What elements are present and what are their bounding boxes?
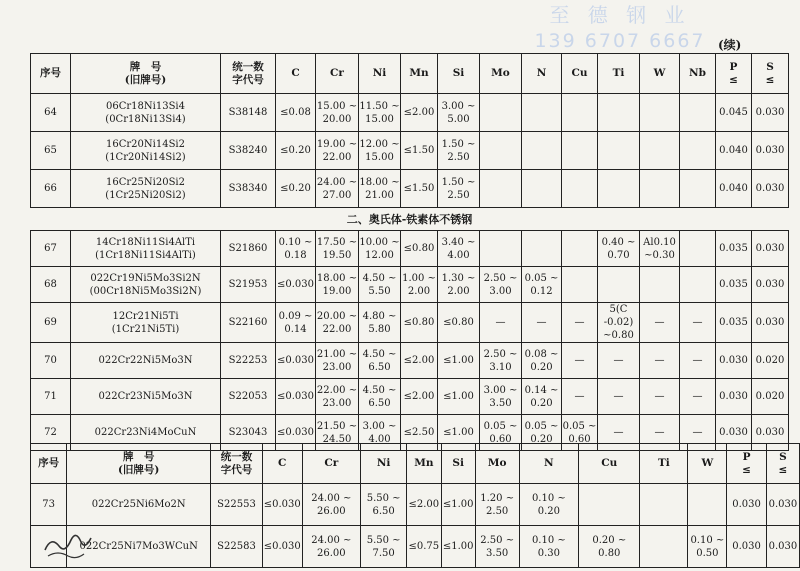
rows-group-c bbox=[31, 484, 800, 568]
cell-mo: 2.50 ~ 3.50 bbox=[475, 526, 519, 568]
continued-label: (续) bbox=[718, 38, 742, 52]
cell-no: 72 bbox=[31, 415, 71, 451]
table-row bbox=[31, 379, 789, 415]
cell-mn: ≤1.50 bbox=[401, 132, 438, 170]
cell-si: 1.30 ~ 2.00 bbox=[438, 267, 480, 303]
header-code: 统一数 字代号 bbox=[211, 444, 263, 484]
cell-cu: — bbox=[562, 343, 598, 379]
header-row bbox=[31, 54, 789, 94]
table-row bbox=[31, 94, 789, 132]
cell-code: S38148 bbox=[221, 94, 276, 132]
rows-group-a bbox=[31, 94, 789, 208]
table-row bbox=[31, 132, 789, 170]
header-n: N bbox=[522, 54, 562, 94]
cell-ni: 10.00 ~ 12.00 bbox=[359, 231, 401, 267]
cell-mo bbox=[480, 231, 522, 267]
cell-si: 3.00 ~ 5.00 bbox=[438, 94, 480, 132]
cell-si: ≤1.00 bbox=[438, 415, 480, 451]
cell-code: S22253 bbox=[221, 343, 276, 379]
cell-mn: ≤0.80 bbox=[401, 303, 438, 343]
cell-cr: 22.00 ~ 23.00 bbox=[316, 379, 359, 415]
cell-ti bbox=[598, 94, 640, 132]
cell-nb bbox=[680, 94, 716, 132]
cell-ni: 11.50 ~ 15.00 bbox=[359, 94, 401, 132]
cell-s: 0.030 bbox=[752, 132, 789, 170]
cell-s: 0.030 bbox=[766, 484, 799, 526]
header-no: 序号 bbox=[31, 54, 71, 94]
cell-grade: 022Cr19Ni5Mo3Si2N (00Cr18Ni5Mo3Si2N) bbox=[71, 267, 221, 303]
cell-w bbox=[640, 132, 680, 170]
rows-group-b bbox=[31, 231, 789, 451]
cell-no: 68 bbox=[31, 267, 71, 303]
header-p: P ≤ bbox=[716, 54, 752, 94]
cell-mn: ≤0.80 bbox=[401, 231, 438, 267]
cell-ti: — bbox=[598, 343, 640, 379]
cell-code: S23043 bbox=[221, 415, 276, 451]
cell-cr: 21.50 ~ 24.50 bbox=[316, 415, 359, 451]
cell-nb bbox=[680, 170, 716, 208]
cell-mn: ≤2.00 bbox=[401, 94, 438, 132]
cell-s: 0.020 bbox=[752, 379, 789, 415]
cell-no: 71 bbox=[31, 379, 71, 415]
cell-ni: 5.50 ~ 6.50 bbox=[361, 484, 407, 526]
watermark bbox=[530, 2, 710, 54]
cell-ti bbox=[598, 170, 640, 208]
cell-si: 3.40 ~ 4.00 bbox=[438, 231, 480, 267]
cell-n: 0.05 ~ 0.20 bbox=[522, 415, 562, 451]
cell-mo: 2.50 ~ 3.00 bbox=[480, 267, 522, 303]
cell-grade: 022Cr22Ni5Mo3N bbox=[71, 343, 221, 379]
cell-grade: 022Cr25Ni6Mo2N bbox=[67, 484, 211, 526]
header-c: C bbox=[262, 444, 302, 484]
table-row bbox=[31, 343, 789, 379]
cell-cr: 18.00 ~ 19.00 bbox=[316, 267, 359, 303]
cell-si: ≤1.00 bbox=[438, 379, 480, 415]
cell-cu bbox=[562, 170, 598, 208]
cell-n bbox=[522, 94, 562, 132]
header-c: C bbox=[276, 54, 316, 94]
cell-w: Al0.10 ~0.30 bbox=[640, 231, 680, 267]
cell-cr: 24.00 ~ 26.00 bbox=[302, 526, 361, 568]
table-row bbox=[31, 303, 789, 343]
cell-nb bbox=[680, 132, 716, 170]
cell-cr: 19.00 ~ 22.00 bbox=[316, 132, 359, 170]
cell-mn: ≤2.00 bbox=[401, 343, 438, 379]
cell-no: 70 bbox=[31, 343, 71, 379]
cell-p: 0.045 bbox=[716, 94, 752, 132]
cell-cr: 17.50 ~ 19.50 bbox=[316, 231, 359, 267]
header-no: 序号 bbox=[31, 444, 67, 484]
cell-no: 66 bbox=[31, 170, 71, 208]
header-cr: Cr bbox=[316, 54, 359, 94]
cell-nb: — bbox=[680, 379, 716, 415]
cell-mo bbox=[480, 94, 522, 132]
header-mo: Mo bbox=[475, 444, 519, 484]
header-n: N bbox=[519, 444, 579, 484]
cell-w bbox=[640, 94, 680, 132]
cell-si: 1.50 ~ 2.50 bbox=[438, 132, 480, 170]
cell-cu: 0.05 ~ 0.60 bbox=[562, 415, 598, 451]
cell-w: — bbox=[640, 343, 680, 379]
cell-si: 1.50 ~ 2.50 bbox=[438, 170, 480, 208]
cell-s: 0.030 bbox=[752, 303, 789, 343]
cell-p: 0.030 bbox=[727, 484, 766, 526]
header-s: S ≤ bbox=[752, 54, 789, 94]
cell-cr: 21.00 ~ 23.00 bbox=[316, 343, 359, 379]
cell-p: 0.030 bbox=[727, 526, 766, 568]
header-row-2 bbox=[31, 444, 800, 484]
table-row bbox=[31, 484, 800, 526]
cell-cu: — bbox=[562, 379, 598, 415]
cell-s: 0.030 bbox=[752, 267, 789, 303]
cell-w: — bbox=[640, 415, 680, 451]
cell-cu: 0.20 ~ 0.80 bbox=[579, 526, 640, 568]
cell-cu bbox=[562, 231, 598, 267]
cell-nb bbox=[680, 231, 716, 267]
scribble-mark bbox=[40, 520, 100, 560]
header-cr: Cr bbox=[302, 444, 361, 484]
cell-n: 0.10 ~ 0.20 bbox=[519, 484, 579, 526]
cell-p: 0.040 bbox=[716, 132, 752, 170]
cell-mn: 1.00 ~ 2.00 bbox=[401, 267, 438, 303]
cell-n: 0.10 ~ 0.30 bbox=[519, 526, 579, 568]
cell-mo bbox=[480, 132, 522, 170]
cell-ni: 5.50 ~ 7.50 bbox=[361, 526, 407, 568]
header-w: W bbox=[640, 54, 680, 94]
cell-cr: 24.00 ~ 27.00 bbox=[316, 170, 359, 208]
cell-si: ≤0.80 bbox=[438, 303, 480, 343]
cell-n: 0.05 ~ 0.12 bbox=[522, 267, 562, 303]
composition-table-bottom bbox=[30, 443, 800, 568]
cell-grade: 022Cr25Ni7Mo3WCuN bbox=[67, 526, 211, 568]
watermark-phone: 139 6707 6667 bbox=[534, 30, 706, 52]
cell-grade: 14Cr18Ni11Si4AlTi (1Cr18Ni11Si4AlTi) bbox=[71, 231, 221, 267]
header-ni: Ni bbox=[359, 54, 401, 94]
table-row bbox=[31, 267, 789, 303]
cell-code: S21953 bbox=[221, 267, 276, 303]
cell-s: 0.030 bbox=[752, 170, 789, 208]
cell-no: 67 bbox=[31, 231, 71, 267]
cell-ti: 5(C -0.02) ~0.80 bbox=[598, 303, 640, 343]
cell-n: 0.08 ~ 0.20 bbox=[522, 343, 562, 379]
cell-cu bbox=[579, 484, 640, 526]
cell-w bbox=[640, 267, 680, 303]
cell-s: 0.030 bbox=[752, 94, 789, 132]
watermark-company: 至 德 钢 业 bbox=[549, 3, 691, 27]
cell-nb bbox=[680, 267, 716, 303]
cell-mo: 0.05 ~ 0.60 bbox=[480, 415, 522, 451]
scribble-icon bbox=[40, 520, 100, 560]
cell-mo: 3.00 ~ 3.50 bbox=[480, 379, 522, 415]
cell-ni: 3.00 ~ 4.00 bbox=[359, 415, 401, 451]
cell-c: 0.09 ~ 0.14 bbox=[276, 303, 316, 343]
header-s: S ≤ bbox=[766, 444, 799, 484]
header-mn: Mn bbox=[401, 54, 438, 94]
cell-c: 0.10 ~ 0.18 bbox=[276, 231, 316, 267]
cell-no: 64 bbox=[31, 94, 71, 132]
cell-ti bbox=[640, 526, 688, 568]
cell-c: ≤0.20 bbox=[276, 132, 316, 170]
cell-cu: — bbox=[562, 303, 598, 343]
cell-s: 0.020 bbox=[752, 343, 789, 379]
cell-ni: 12.00 ~ 15.00 bbox=[359, 132, 401, 170]
header-w: W bbox=[688, 444, 727, 484]
header-nb: Nb bbox=[680, 54, 716, 94]
cell-cu bbox=[562, 132, 598, 170]
header-cu: Cu bbox=[579, 444, 640, 484]
composition-table-top bbox=[30, 53, 789, 451]
cell-s: 0.030 bbox=[766, 526, 799, 568]
cell-grade: 16Cr20Ni14Si2 (1Cr20Ni14Si2) bbox=[71, 132, 221, 170]
cell-ni: 4.50 ~ 6.50 bbox=[359, 379, 401, 415]
cell-mn: ≤2.00 bbox=[407, 484, 441, 526]
cell-code: S38340 bbox=[221, 170, 276, 208]
cell-w bbox=[640, 170, 680, 208]
cell-c: ≤0.20 bbox=[276, 170, 316, 208]
cell-s: 0.030 bbox=[752, 231, 789, 267]
cell-nb: — bbox=[680, 415, 716, 451]
cell-ti bbox=[598, 267, 640, 303]
header-mn: Mn bbox=[407, 444, 441, 484]
cell-grade: 12Cr21Ni5Ti (1Cr21Ni5Ti) bbox=[71, 303, 221, 343]
cell-n bbox=[522, 231, 562, 267]
cell-c: ≤0.08 bbox=[276, 94, 316, 132]
cell-n bbox=[522, 132, 562, 170]
cell-si: ≤1.00 bbox=[441, 484, 475, 526]
cell-w: — bbox=[640, 303, 680, 343]
cell-code: S38240 bbox=[221, 132, 276, 170]
cell-no: 65 bbox=[31, 132, 71, 170]
cell-ti: — bbox=[598, 379, 640, 415]
cell-w: 0.10 ~ 0.50 bbox=[688, 526, 727, 568]
cell-cu bbox=[562, 267, 598, 303]
header-ni: Ni bbox=[361, 444, 407, 484]
cell-c: ≤0.030 bbox=[262, 484, 302, 526]
section-title-row bbox=[31, 208, 789, 231]
cell-ni: 4.80 ~ 5.80 bbox=[359, 303, 401, 343]
cell-ti: 0.40 ~ 0.70 bbox=[598, 231, 640, 267]
cell-n bbox=[522, 170, 562, 208]
cell-p: 0.030 bbox=[716, 379, 752, 415]
cell-si: ≤1.00 bbox=[441, 526, 475, 568]
cell-code: S22583 bbox=[211, 526, 263, 568]
cell-w: — bbox=[640, 379, 680, 415]
cell-w bbox=[688, 484, 727, 526]
header-mo: Mo bbox=[480, 54, 522, 94]
cell-c: ≤0.030 bbox=[276, 415, 316, 451]
cell-cr: 15.00 ~ 20.00 bbox=[316, 94, 359, 132]
cell-grade: 022Cr23Ni5Mo3N bbox=[71, 379, 221, 415]
header-si: Si bbox=[441, 444, 475, 484]
cell-ti bbox=[640, 484, 688, 526]
cell-grade: 022Cr23Ni4MoCuN bbox=[71, 415, 221, 451]
cell-code: S22053 bbox=[221, 379, 276, 415]
header-ti: Ti bbox=[598, 54, 640, 94]
cell-nb: — bbox=[680, 303, 716, 343]
cell-ti bbox=[598, 132, 640, 170]
cell-mo: 1.20 ~ 2.50 bbox=[475, 484, 519, 526]
header-si: Si bbox=[438, 54, 480, 94]
cell-ti: — bbox=[598, 415, 640, 451]
cell-mn: ≤2.50 bbox=[401, 415, 438, 451]
cell-s: 0.030 bbox=[752, 415, 789, 451]
cell-no: 73 bbox=[31, 484, 67, 526]
cell-p: 0.035 bbox=[716, 267, 752, 303]
header-cu: Cu bbox=[562, 54, 598, 94]
cell-mn: ≤0.75 bbox=[407, 526, 441, 568]
cell-c: ≤0.030 bbox=[262, 526, 302, 568]
cell-p: 0.030 bbox=[716, 415, 752, 451]
cell-grade: 06Cr18Ni13Si4 (0Cr18Ni13Si4) bbox=[71, 94, 221, 132]
cell-no: 69 bbox=[31, 303, 71, 343]
cell-c: ≤0.030 bbox=[276, 379, 316, 415]
cell-code: S21860 bbox=[221, 231, 276, 267]
cell-ni: 18.00 ~ 21.00 bbox=[359, 170, 401, 208]
header-p: P ≤ bbox=[727, 444, 766, 484]
cell-grade: 16Cr25Ni20Si2 (1Cr25Ni20Si2) bbox=[71, 170, 221, 208]
cell-cr: 24.00 ~ 26.00 bbox=[302, 484, 361, 526]
cell-mn: ≤1.50 bbox=[401, 170, 438, 208]
cell-ni: 4.50 ~ 5.50 bbox=[359, 267, 401, 303]
cell-p: 0.035 bbox=[716, 231, 752, 267]
header-code: 统一数 字代号 bbox=[221, 54, 276, 94]
cell-p: 0.040 bbox=[716, 170, 752, 208]
cell-n: — bbox=[522, 303, 562, 343]
table-row bbox=[31, 526, 800, 568]
cell-code: S22553 bbox=[211, 484, 263, 526]
cell-si: ≤1.00 bbox=[438, 343, 480, 379]
header-grade: 牌 号 (旧牌号) bbox=[71, 54, 221, 94]
cell-p: 0.035 bbox=[716, 303, 752, 343]
cell-nb: — bbox=[680, 343, 716, 379]
cell-c: ≤0.030 bbox=[276, 343, 316, 379]
section-title: 二、奥氏体-铁素体不锈钢 bbox=[31, 208, 789, 231]
section-title-group bbox=[31, 208, 789, 231]
header-ti: Ti bbox=[640, 444, 688, 484]
cell-mo bbox=[480, 170, 522, 208]
cell-cr: 20.00 ~ 22.00 bbox=[316, 303, 359, 343]
cell-cu bbox=[562, 94, 598, 132]
cell-ni: 4.50 ~ 6.50 bbox=[359, 343, 401, 379]
cell-mo: — bbox=[480, 303, 522, 343]
table-row bbox=[31, 231, 789, 267]
cell-mo: 2.50 ~ 3.10 bbox=[480, 343, 522, 379]
table-row bbox=[31, 170, 789, 208]
cell-n: 0.14 ~ 0.20 bbox=[522, 379, 562, 415]
header-grade: 牌 号 (旧牌号) bbox=[67, 444, 211, 484]
cell-p: 0.030 bbox=[716, 343, 752, 379]
cell-code: S22160 bbox=[221, 303, 276, 343]
cell-c: ≤0.030 bbox=[276, 267, 316, 303]
cell-mn: ≤2.00 bbox=[401, 379, 438, 415]
